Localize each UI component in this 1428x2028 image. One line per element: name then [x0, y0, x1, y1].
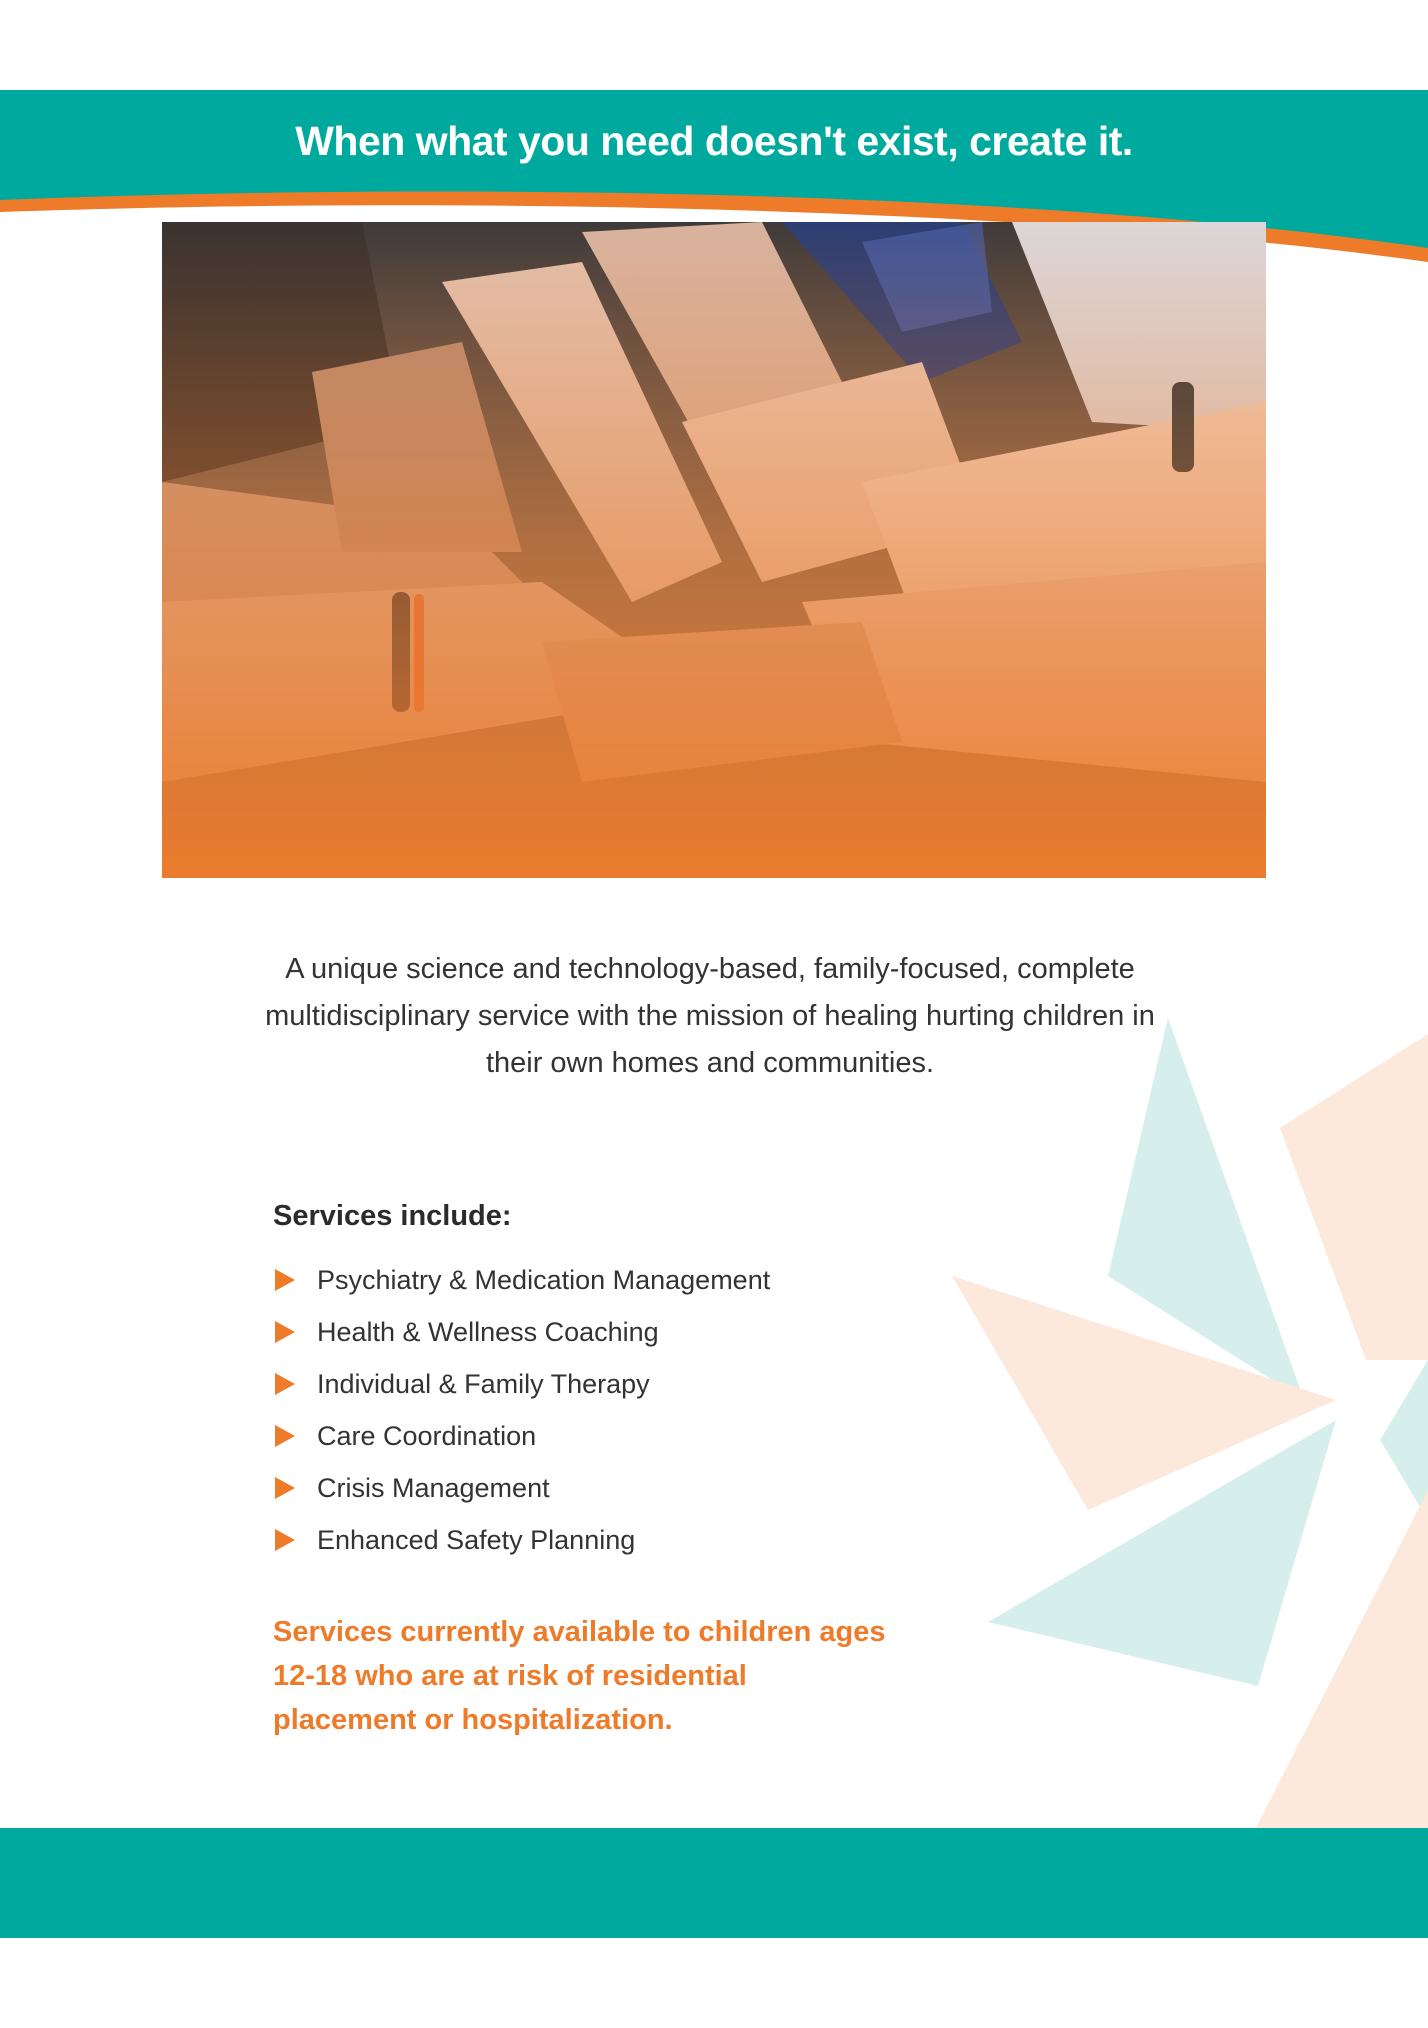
availability-note: Services currently available to children ages 12-18 who are at risk of residential placement or hospitalization. [273, 1616, 886, 1736]
footer-band [0, 1828, 1428, 1938]
service-label: Health & Wellness Coaching [317, 1316, 659, 1347]
triangle-bullet-icon [275, 1321, 295, 1343]
service-label: Care Coordination [317, 1420, 537, 1451]
intro-paragraph: A unique science and technology-based, family-focused, complete multidisciplinary service with the mission of healing hurting children in their own homes and communities. [265, 953, 1155, 1079]
services-heading: Services include: [273, 1200, 512, 1232]
pinwheel-decoration [940, 1000, 1428, 1840]
triangle-bullet-icon [275, 1425, 295, 1447]
list-item [273, 1462, 770, 1514]
list-item [273, 1514, 770, 1566]
services-list [273, 1254, 770, 1566]
hero-photo [162, 222, 1266, 878]
triangle-bullet-icon [275, 1477, 295, 1499]
list-item [273, 1254, 770, 1306]
triangle-bullet-icon [275, 1373, 295, 1395]
header-tagline: When what you need doesn't exist, create it. [295, 118, 1133, 164]
service-label: Psychiatry & Medication Management [317, 1264, 771, 1295]
list-item [273, 1306, 770, 1358]
stacked-hands-photo-icon [162, 222, 1266, 878]
service-label: Enhanced Safety Planning [317, 1524, 636, 1555]
triangle-bullet-icon [275, 1529, 295, 1551]
list-item [273, 1410, 770, 1462]
service-label: Individual & Family Therapy [317, 1368, 650, 1399]
triangle-bullet-icon [275, 1269, 295, 1291]
list-item [273, 1358, 770, 1410]
service-label: Crisis Management [317, 1472, 550, 1503]
